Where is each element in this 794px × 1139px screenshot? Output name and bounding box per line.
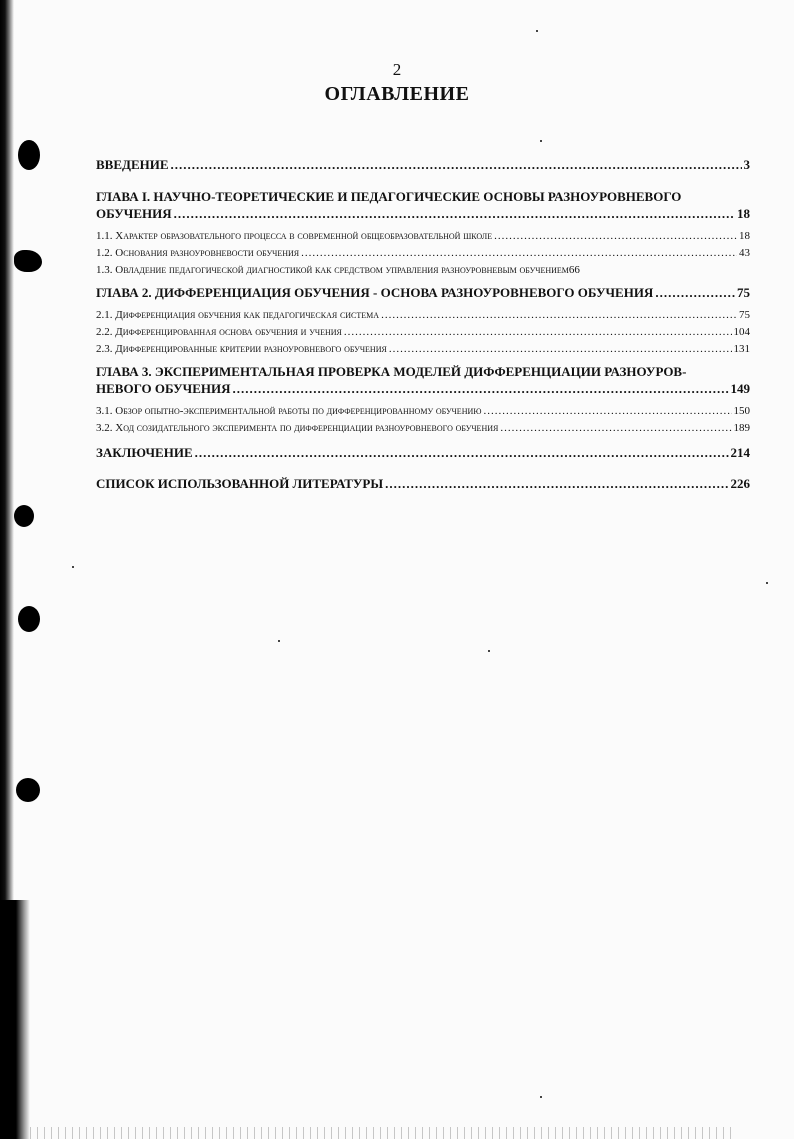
toc-entry-label: НЕВОГО ОБУЧЕНИЯ [96, 381, 231, 396]
scan-speck [278, 640, 280, 642]
leader-dots [381, 309, 737, 321]
page-number: 2 [392, 60, 402, 79]
leader-dots [195, 445, 729, 461]
scan-left-edge-shadow-lower [0, 900, 30, 1139]
toc-entry-label: ЗАКЛЮЧЕНИЕ [96, 445, 193, 460]
page-title: ОГЛАВЛЕНИЕ [324, 83, 470, 105]
toc-entry-page: 149 [730, 381, 750, 396]
toc-entry-2-1 [96, 309, 750, 321]
toc-entry-3-1 [96, 405, 750, 417]
toc-entry-page: 104 [733, 326, 750, 338]
punch-hole-mark [16, 778, 40, 802]
toc-entry-1-2 [96, 247, 750, 259]
toc-entry-label: 1.2. Основания разноуровневости обучения [96, 247, 300, 259]
toc-entry-page: 131 [733, 343, 750, 355]
toc-entry-2-2 [96, 326, 750, 338]
toc-chapter-1-line1: ГЛАВА I. НАУЧНО-ТЕОРЕТИЧЕСКИЕ И ПЕДАГОГИЧЕСКИЕ ОСНОВЫ РАЗНОУРОВНЕВОГО [96, 189, 682, 204]
scan-speck [72, 566, 74, 568]
toc-entry-label: 3.2. Ход созидательного эксперимента по дифференциации разноуровневого обучения [96, 422, 499, 434]
toc-entry-conclusion [96, 445, 750, 461]
toc-entry-label: ВВЕДЕНИЕ [96, 157, 169, 172]
leader-dots [301, 247, 737, 259]
toc-entry-chapter-3 [96, 381, 750, 397]
leader-dots [494, 230, 737, 242]
scan-bottom-noise [30, 1127, 734, 1139]
toc-entry-label: 2.2. Дифференцированная основа обучения и учения [96, 326, 342, 338]
punch-hole-mark [14, 505, 34, 527]
leader-dots [389, 343, 732, 355]
toc-entry-3-2 [96, 422, 750, 434]
toc-entry-page: 226 [730, 476, 750, 491]
leader-dots [483, 405, 731, 417]
toc-chapter-3-line1: ГЛАВА 3. ЭКСПЕРИМЕНТАЛЬНАЯ ПРОВЕРКА МОДЕЛЕЙ ДИФФЕРЕНЦИАЦИИ РАЗНОУРОВ- [96, 364, 687, 379]
toc-entry-page: 150 [733, 405, 750, 417]
leader-dots [233, 381, 729, 397]
scan-speck [540, 140, 542, 142]
scan-speck [488, 650, 490, 652]
toc-entry-page: 189 [733, 422, 750, 434]
scan-speck [540, 1096, 542, 1098]
leader-dots [171, 157, 742, 173]
scan-speck [536, 30, 538, 32]
toc-entry-label: СПИСОК ИСПОЛЬЗОВАННОЙ ЛИТЕРАТУРЫ [96, 476, 384, 491]
leader-dots [174, 206, 735, 222]
leader-dots [500, 422, 731, 434]
toc-entry-label: 2.3. Дифференцированные критерии разноуровневого обучения [96, 343, 387, 355]
toc-entry-label: 3.1. Обзор опытно-экспериментальной работы по дифференцированному обучению [96, 405, 482, 417]
toc-entry-page: 75 [737, 285, 750, 300]
toc-entry-label: 1.3. Овладение педагогической диагностикой как средством управления разноуровневым обучением66 [96, 264, 580, 276]
toc-entry-intro [96, 157, 750, 173]
toc-entry-page: 18 [737, 206, 750, 221]
toc-entry-page: 18 [739, 230, 750, 242]
toc-entry-2-3 [96, 343, 750, 355]
toc-entry-1-3 [96, 264, 750, 276]
toc-entry-page: 75 [739, 309, 750, 321]
leader-dots [344, 326, 732, 338]
toc-entry-label: 2.1. Дифференциация обучения как педагогическая система [96, 309, 380, 321]
punch-hole-mark [18, 606, 40, 632]
leader-dots [655, 285, 735, 301]
toc-entry-references [96, 476, 750, 492]
toc-entry-label: ОБУЧЕНИЯ [96, 206, 172, 221]
toc-entry-label: ГЛАВА 2. ДИФФЕРЕНЦИАЦИЯ ОБУЧЕНИЯ - ОСНОВА РАЗНОУРОВНЕВОГО ОБУЧЕНИЯ [96, 285, 654, 300]
toc-entry-page: 214 [730, 445, 750, 460]
toc-entry-label: 1.1. Характер образовательного процесса в современной общеобразовательной школе [96, 230, 493, 242]
toc-entry-page: 3 [743, 157, 750, 172]
scan-speck [766, 582, 768, 584]
toc-entry-1-1 [96, 230, 750, 242]
punch-hole-mark [14, 250, 42, 272]
toc-entry-page: 43 [739, 247, 750, 259]
toc-entry-chapter-1 [96, 206, 750, 222]
toc-entry-chapter-2 [96, 285, 750, 301]
leader-dots [385, 476, 728, 492]
punch-hole-mark [18, 140, 40, 170]
